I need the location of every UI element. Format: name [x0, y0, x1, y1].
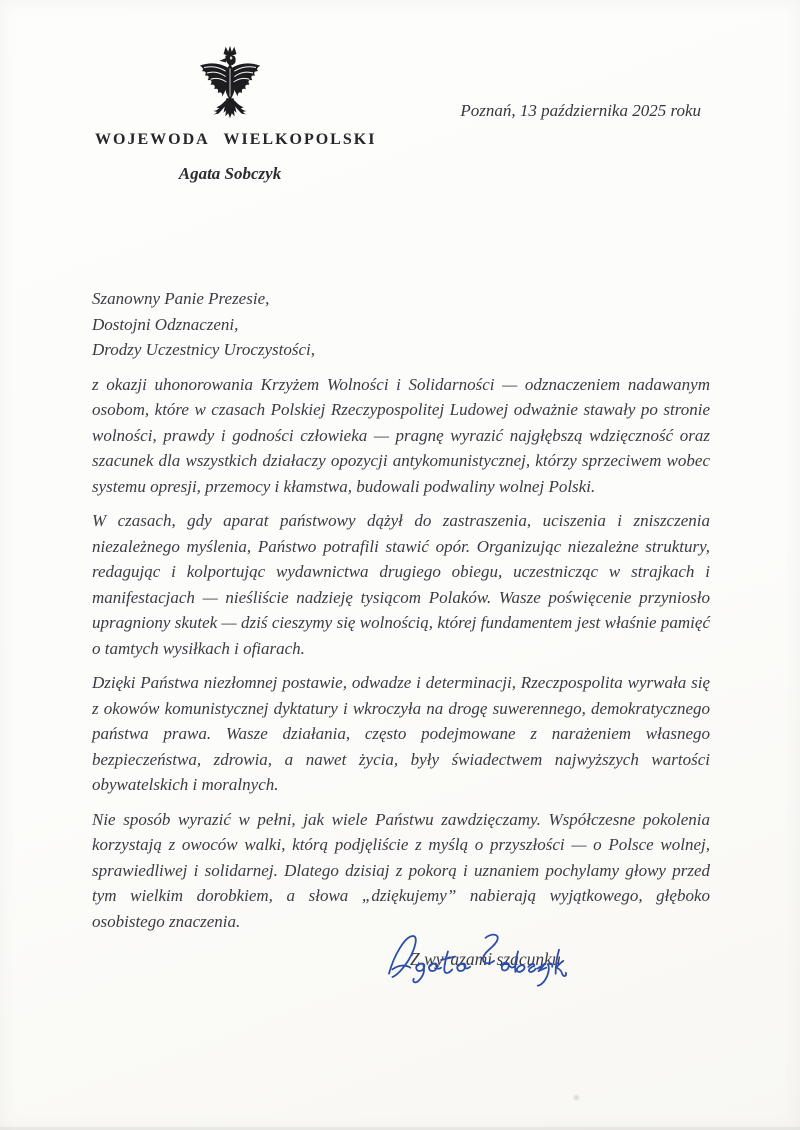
handwritten-signature [383, 926, 571, 994]
sender-office-title: WOJEWODA WIELKOPOLSKI [95, 131, 377, 148]
date-line: Poznań, 13 października 2025 roku [460, 101, 701, 120]
closing-phrase: Z wyrazami szacunku [410, 949, 561, 969]
salutation-line-2: Dostojni Odznaczeni, [92, 314, 239, 334]
paragraph-1: z okazji uhonorowania Krzyżem Wolności i Solidarności — odznaczeniem nadawanym osobom, które w czasach Polskiej Rzeczypospolitej Ludowej odważnie stawały po stronie wolności, prawdy i godności człowieka — pragnę wyrazić najgłębszą wdzięczność oraz szacunek dla wszystkich działaczy opozycji antykomunistycznej, którzy sprzeciwem wobec systemu opresji, przemocy i kłamstwa, budowali podwaliny wolnej Polski. [92, 374, 710, 496]
salutation-line-1: Szanowny Panie Prezesie, [92, 289, 270, 308]
sender-name: Agata Sobczyk [178, 164, 282, 183]
letter-body [92, 286, 710, 973]
salutation-line-3: Drodzy Uczestnicy Uroczystości, [92, 340, 316, 359]
paragraph-4: Nie sposób wyrazić w pełni, jak wiele Państwu zawdzięczamy. Współczesne pokolenia korzystają z owoców walki, którą podjęliście z myślą o przyszłości — o Polsce wolnej, sprawiedliwej i solidarnej. Dlatego dzisiaj z pokorą i uznaniem pochylamy głowy przed tym wielkim dorobkiem, a słowa „dziękujemy” nabierają wyjątkowego, głęboko osobistego znaczenia. [92, 809, 710, 931]
signature-strokes [389, 935, 566, 986]
paragraph-3: Dzięki Państwa niezłomnej postawie, odwadze i determinacji, Rzeczpospolita wyrwała się z okowów komunistycznej dyktatury i wkroczyła na drogę suwerennego, demokratycznego państwa prawa. Wasze działania, często podejmowane z narażeniem własnego bezpieczeństwa, zdrowia, a nawet życia, były świadectwem najwyższych wartości obywatelskich i moralnych. [92, 673, 710, 794]
paragraph-2: W czasach, gdy aparat państwowy dążył do zastraszenia, uciszenia i zniszczenia niezależnego myślenia, Państwo potrafili stawić opór. Organizując niezależne struktury, redagując i kolportując wydawnictwa drugiego obiegu, uczestnicząc w strajkach i manifestacjach — nieśliście nadzieję tysiącom Polaków. Wasze poświęcenie przyniosło upragniony skutek — dziś cieszymy się wolnością, której fundamentem jest właśnie pamięć o tamtych wysiłkach i ofiarach. [92, 511, 710, 658]
scan-speck [572, 1094, 581, 1101]
polish-eagle-emblem-icon [194, 44, 266, 120]
letterhead [95, 44, 377, 184]
